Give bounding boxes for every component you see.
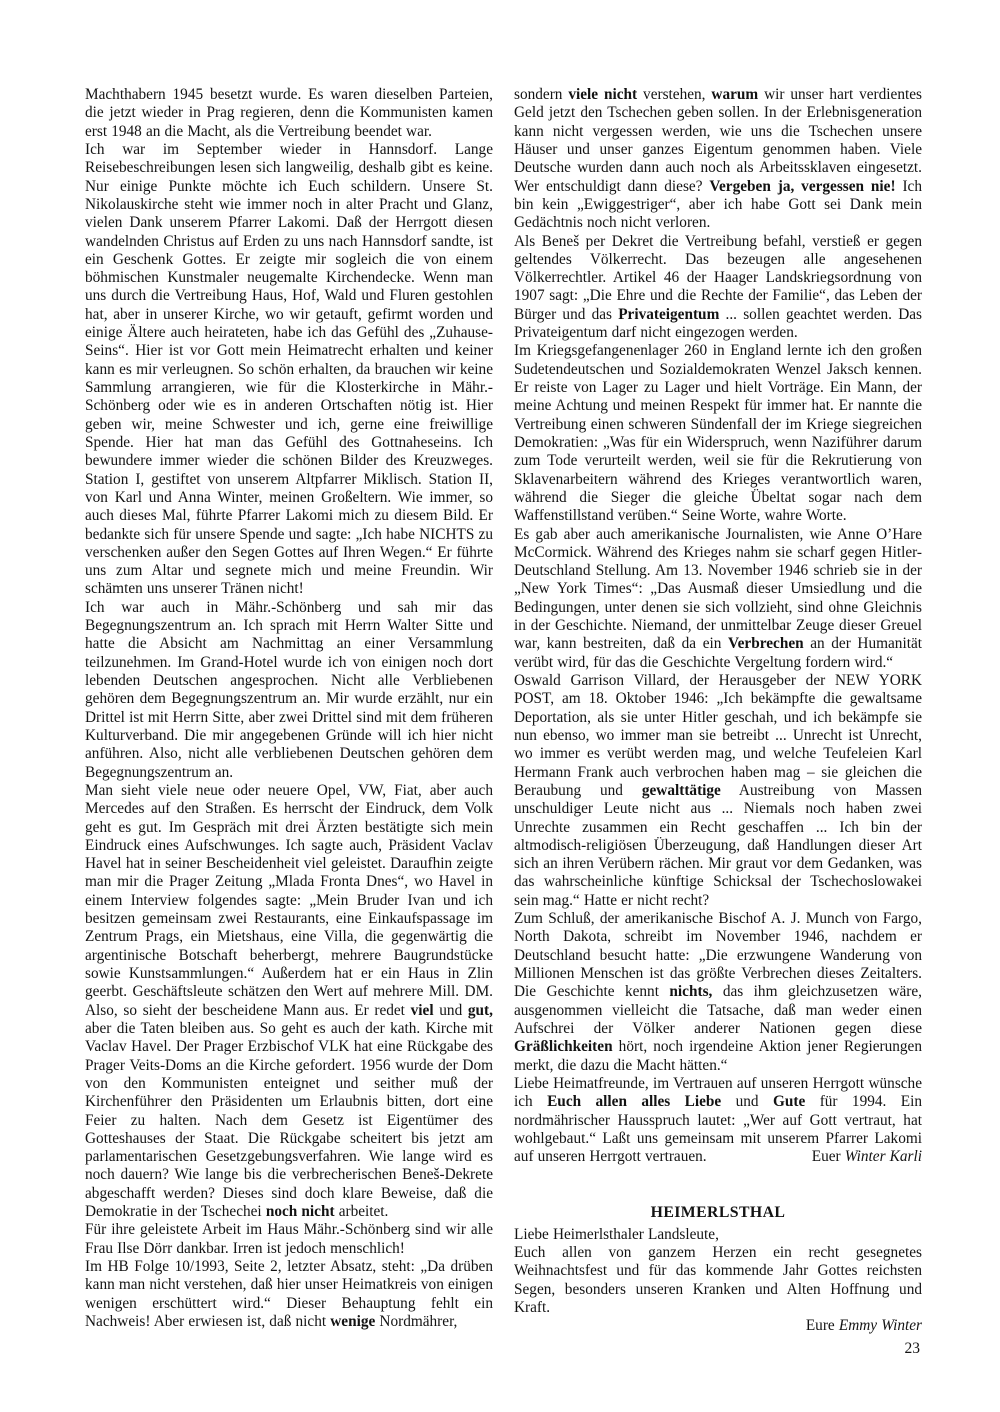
signature-winter-karli: Euer Winter Karli (811, 1148, 922, 1166)
text-run: aber die Taten bleiben aus. So geht es auch der kath. Kirche mit Vaclav Havel. Der Prager Erzbischof VLK hat eine Rückgabe des Prager Veits-Doms an die Kirche gefordert. 1956 wurde der Dom von den Kommunisten enteignet und seither muß der Kirchenführer den Präsidenten um Erlaubnis bitten, dort eine Feier zu halten. Nach dem Gesetz ist Eigentümer des Gotteshauses der Staat. Die Rückgabe scheitert bis jetzt am parlamentarischen Gesetzgebungsverfahren. Wie lange wird es noch dauern? Wie lange bis die verbrecherischen Beneš-Dekrete abgeschafft werden? Dieses sind doch klare Beweise, daß die Demokratie in der Tschechei (85, 1019, 493, 1221)
text-run: Ich bin kein „Ewiggestriger“, aber ich habe Gott sei Dank mein Gedächtnis noch nicht verloren. (514, 177, 922, 232)
text-run: Es gab aber auch amerikanische Journalisten, wie Anne O’Hare McCormick. Während des Krieges nahm sie scharf gegen Hitler-Deutschland Stellung. Am 13. November 1946 schrieb sie in der „New York Times“: „Das Ausmaß dieser Umsiedlung und die Bedingungen, unter denen sie sich vollzieht, sind ohne Gleichnis in der Geschichte. Niemand, der unmittelbar Zeuge dieser Greuel war, kann bestreiten, daß da ein (514, 525, 922, 653)
paragraph (85, 1221, 493, 1258)
text-run: Euch allen von ganzem Herzen ein recht gesegnetes Weihnachtsfest und für das kommende Jahr Gottes reichsten Segen, besonders unseren Kranken und Alten Hoffnung und Kraft. (514, 1244, 922, 1316)
text-run: viel (410, 1001, 434, 1019)
paragraph (85, 141, 493, 599)
left-column (85, 86, 493, 1331)
text-run: und (433, 1001, 468, 1019)
paragraph (514, 526, 922, 673)
paragraph (514, 1075, 922, 1167)
text-run: ... sollen geachtet werden. Das Privateigentum darf nicht eingezogen werden. (514, 305, 923, 342)
text-run: Für ihre geleistete Arbeit im Haus Mähr.-Schönberg sind wir alle Frau Ilse Dörr dankbar. Irren ist jedoch menschlich! (85, 1221, 493, 1257)
text-run: Gute (772, 1093, 806, 1111)
text-run: gewalttätige (641, 781, 721, 799)
text-run: Im HB Folge 10/1993, Seite 2, letzter Absatz, steht: „Da drüben kann man nicht verstehen, daß hier unser Heimatkreis von einigen wenigen erschüttert wird.“ Dieser Behauptung fehlt ein Nachweis! Aber erwiesen ist, daß nicht (85, 1258, 493, 1330)
paragraph (514, 1226, 922, 1244)
text-run: verstehen, (637, 86, 712, 103)
text-run: hört, noch irgendeine Aktion jener Regierungen merkt, die dazu die Macht hätten.“ (514, 1038, 922, 1074)
text-run: und (721, 1093, 773, 1111)
paragraph (514, 86, 922, 233)
paragraph (514, 672, 922, 910)
text-run: Machthabern 1945 besetzt wurde. Es waren dieselben Parteien, die jetzt wieder in Prag regieren, denn die Kommunisten kamen erst 1948 an die Macht, als die Vertreibung beendet war. (85, 86, 493, 140)
text-run: an der Humanität verübt wird, für das die Geschichte Vergeltung fordern wird.“ (514, 635, 922, 671)
paragraph (85, 1258, 493, 1331)
right-column-paragraphs (514, 86, 922, 1166)
text-run: für 1994. Ein nordmährischer Hausspruch lautet: „Wer auf Gott vertraut, hat wohlgebaut.“ Laßt uns gemeinsam mit unserem Pfarrer Lakomi auf unseren Herrgott vertrauen. (514, 1093, 922, 1166)
paragraph (514, 233, 922, 343)
text-run: noch nicht (265, 1203, 335, 1221)
page-number: 23 (904, 1340, 920, 1357)
text-run: wir unser hart verdientes Geld jetzt den Tschechen geben sollen. In der Erlebnisgeneration kann nicht vergessen werden, wie uns die Tschechen unsere Häuser und unser ganzes Eigentum genommen haben. Viele Deutsche wurden dann auch noch als Arbeitssklaven eingesetzt. Wer entschuldigt dann diese? (514, 86, 922, 195)
text-run: Gräßlichkeiten (514, 1038, 613, 1056)
signature-emmy-winter (514, 1317, 922, 1335)
text-run: warum (711, 86, 759, 103)
paragraph (85, 86, 493, 141)
signature-prefix: Eure (805, 1317, 839, 1335)
text-run: Privateigentum (618, 305, 720, 323)
text-run: Liebe Heimatfreunde, im Vertrauen auf unseren Herrgott wünsche ich (514, 1074, 922, 1111)
text-run: Verbrechen (728, 635, 804, 653)
section-paragraphs (514, 1226, 922, 1318)
text-run: arbeitet. (334, 1203, 389, 1221)
text-run: wenige (330, 1312, 376, 1330)
text-run: nichts, (669, 983, 713, 1001)
text-run: Im Kriegsgefangenenlager 260 in England lernte ich den großen Sudetendeutschen und Sozialdemokraten Wenzel Jaksch kennen. Er reiste von Lager zu Lager und hielt Vorträge. Ein Mann, der meine Achtung und meinen Respekt für immer hat. Er nannte die Vertreibung einen schweren Sündenfall der im Kriege siegreichen Demokratien: „Was für ein Widerspruch, wenn Naziführer darum zum Tode verurteilt werden, weil sie für die Rekrutierung von Sklavenarbeitern während des Krieges verantwortlich waren, während die Sieger die gleiche Übeltat sogar nach dem Waffenstillstand verüben.“ Seine Worte, wahre Worte. (514, 342, 922, 525)
signature-name: Emmy Winter (838, 1317, 922, 1335)
paragraph (514, 910, 922, 1075)
section-heading-heimerlsthal: HEIMERLSTHAL (650, 1204, 786, 1222)
text-run: gut, (467, 1001, 493, 1019)
text-run: Euch allen alles Liebe (547, 1093, 722, 1111)
text-run: Oswald Garrison Villard, der Herausgeber der NEW YORK POST, am 18. Oktober 1946: „Ich bekämpfte die gewaltsame Deportation, als sie unter Hitler geschah, und ich bekämpfe sie nun ebenso, wo immer man sie betreibt ... Unrecht ist Unrecht, wo immer es verübt werden mag, und welche Teufeleien Karl Hermann Frank auch verbrochen haben mag – sie gleichen die Beraubung und (514, 672, 922, 799)
text-run: Zum Schluß, der amerikanische Bischof A. J. Munch von Fargo, North Dakota, schreibt im November 1946, nachdem er Deutschland besucht hatte: „Die erzwungene Wanderung von Millionen Menschen ist das größte Verbrechen dieses Zeitalters. Die Geschichte kennt (514, 910, 922, 1001)
paragraph (514, 1244, 922, 1317)
text-run: Ich war auch in Mähr.-Schönberg und sah mir das Begegnungszentrum an. Ich sprach mit Herrn Walter Sitte und hatte die Absicht am Nachmittag an einer Versammlung teilzunehmen. Im Grand-Hotel wurde ich von einigen noch dort lebenden Deutschen angesprochen. Nicht alle Verbliebenen gehören dem Begegnungszentrum an. Mir wurde erzählt, nur ein Drittel ist mit Herrn Sitte, aber zwei Drittel sind mit dem früheren Kulturverband. Die mir angegebenen Gründe will ich hier nicht anführen. Also, nicht alle verbliebenen Deutschen gehören dem Begegnungszentrum an. (85, 598, 493, 781)
text-run: das ihm gleichzusetzen wäre, ausgenommen vielleicht die Tatsache, daß man weder einen Aufschrei der Völker anderer Nationen gegen diese (514, 983, 922, 1037)
text-run: Nordmährer, (375, 1312, 458, 1330)
text-run: Man sieht viele neue oder neuere Opel, VW, Fiat, aber auch Mercedes auf den Straßen. Es herrscht der Eindruck, dem Volk geht es gut. Im Gespräch mit drei Ärzten bestätigte sich mein Eindruck eines Aufschwunges. Ich sagte auch, Präsident Vaclav Havel hat in seiner Bescheidenheit viel geleistet. Daraufhin zeigte man mir die Prager Zeitung „Mlada Fronta Dnes“, wo Havel in einem Interview folgendes sagte: „Mein Bruder Ivan und ich besitzen gemeinsam zwei Restaurants, eine Einkaufspassage im Zentrum Prags, ein Mietshaus, eine Villa, die gegenwärtig die argentinische Botschaft beherbergt, mehrere Baugrundstücke sowie Kunstsammlungen.“ Außerdem hat er ein Haus in Zlin geerbt. Geschäftsleute schätzen den Wert auf mehrere Mill. DM. Also, so sieht der bescheidene Mann aus. Er redet (85, 781, 493, 1019)
text-run: Liebe Heimerlsthaler Landsleute, (514, 1225, 719, 1243)
paragraph (514, 342, 922, 525)
right-column (514, 86, 922, 1336)
text-run: Austreibung von Massen unschuldiger Leute nicht aus ... Niemals noch haben zwei Unrechte zusammen ein Recht geschaffen ... Ich bin der altmodisch-religiösen Überzeugung, daß Handlungen dieser Art sich an ihren Verübern rächen. Mir graut vor dem Gedanken, was das wahrscheinliche künftige Schicksal der Tschechoslowakei sein mag.“ Hatte er nicht recht? (514, 781, 922, 909)
text-run: viele nicht (568, 86, 638, 103)
text-run: sondern (514, 86, 569, 103)
text-run: Vergeben ja, vergessen nie! (709, 177, 896, 195)
text-run: Ich war im September wieder in Hannsdorf. Lange Reisebeschreibungen lesen sich langweilig, deshalb gibt es keine. Nur einige Punkte möchte ich Euch schildern. Unsere St. Nikolauskirche steht wie immer noch in alter Pracht und Glanz, vielen Dank unserem Pfarrer Lakomi. Daß der Herrgott diesen wandelnden Christus auf Erden zu uns nach Hannsdorf sandte, ist ein Geschenk Gottes. Er zeigte mir sogleich die von einem böhmischen Kunstmaler neugemalte Kirchendecke. Wenn man uns durch die Vertreibung Haus, Hof, Wald und Fluren gestohlen hat, aber in unserer Kirche, wo wir getauft, gefirmt worden und einige Ältere auch heirateten, habe ich das Gefühl des „Zuhause-Seins“. Hier ist vor Gott mein Heimatrecht erhalten und keiner kann es mir verleugnen. So schön erhalten, da brauchen wir keine Sammlung arrangieren, wie für die Klosterkirche in Mähr.-Schönberg oder wie es in anderen Ortschaften nötig ist. Hier geben wir, meine Schwester und ich, gerne eine freiwillige Spende. Hier hat man das Gefühl des Gottnaheseins. Ich bewundere immer wieder die schönen Bilder des Kreuzweges. Station I, gestiftet von unserem Altpfarrer Miklisch. Station II, von Karl und Anna Winter, meinen Großeltern. Wie immer, so auch dieses Mal, führte Pfarrer Lakomi mich zu diesem Bild. Er bedankte sich für unsere Spende und sagte: „Ich habe NICHTS zu verschenken außer den Segen Gottes auf Ihren Wegen.“ Er führte uns zum Altar und segnete mich und meine Freundin. Wir schämten uns unserer Tränen nicht! (85, 140, 493, 598)
paragraph (85, 782, 493, 1222)
paragraph (85, 599, 493, 782)
text-run: Als Beneš per Dekret die Vertreibung befahl, verstieß er gegen geltendes Völkerrecht. Das bezeugen alle angesehenen Völkerrechtler. Artikel 46 der Haager Landskriegsordnung von 1907 sagt: „Die Ehre und die Rechte der Familie“, das Leben der Bürger und das (514, 232, 922, 323)
